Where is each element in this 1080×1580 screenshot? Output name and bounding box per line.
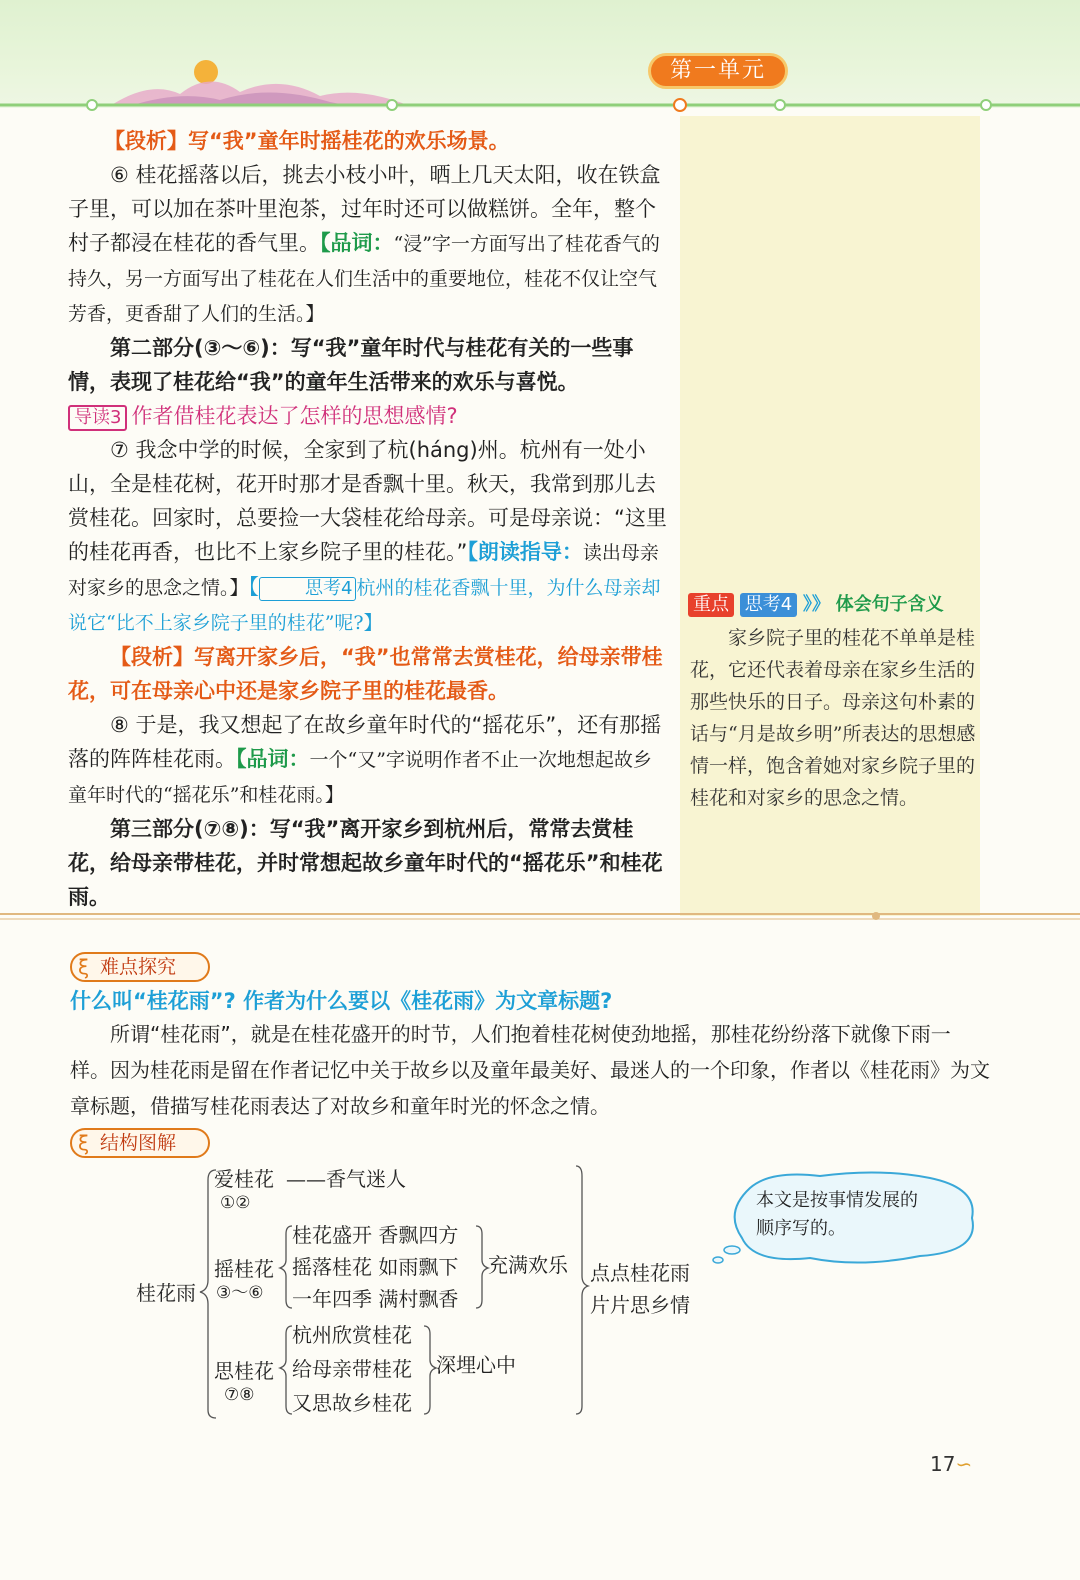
branch-summary: 深埋心中 <box>436 1353 516 1377</box>
paragraph-6: ⑥ 桂花摇落以后，挑去小枝小叶，晒上几天太阳，收在铁盒子里，可以加在茶叶里泡茶，过年时还可以做糕饼。全年，整个村子都浸在桂花的香气里。【品词：“浸”字一方面写出了桂花香气的持久，另一方面写出了桂花在人们生活中的重要地位，桂花不仅让空气芳香，更香甜了人们的生活。】 <box>68 163 661 325</box>
swirl-icon: ∽ <box>955 1452 973 1476</box>
duanxi-note-2: 【段析】写离开家乡后，“我”也常常去赏桂花，给母亲带桂花，可在母亲心中还是家乡院子里的桂花最香。 <box>68 645 663 703</box>
duanxi-tag: 【段析】 <box>104 129 188 153</box>
branch-item: 又思故乡桂花 <box>292 1391 412 1415</box>
paragraph-8: ⑧ 于是，我又想起了在故乡童年时代的“摇花乐”，还有那摇落的阵阵桂花雨。【品词：一个“又”字说明作者不止一次地想起故乡童年时代的“摇花乐”和桂花雨。】 <box>68 713 662 806</box>
daodu-3: 导读3 作者借桂花表达了怎样的思想感情? <box>68 399 668 433</box>
branch-item: 给母亲带桂花 <box>292 1357 412 1381</box>
branch-name: 摇桂花 <box>214 1257 274 1281</box>
difficulty-answer: 所谓“桂花雨”，就是在桂花盛开的时节，人们抱着桂花树使劲地摇，那桂花纷纷落下就像下雨一样。因为桂花雨是留在作者记忆中关于故乡以及童年最美好、最迷人的一个印象，作者以《桂花雨》为文章标题，借描写桂花雨表达了对故乡和童年时光的怀念之情。 <box>70 1022 990 1118</box>
diagram-conclusion: 片片思乡情 <box>590 1293 690 1317</box>
branch-paras: ③～⑥ <box>216 1283 264 1303</box>
branch-detail: ——香气迷人 <box>286 1167 406 1191</box>
thought-bubble <box>710 1168 990 1278</box>
branch-item: 桂花盛开 香飘四方 <box>292 1223 459 1247</box>
key-point-badge: 重点 <box>688 593 734 617</box>
double-arrow-icon: 》》 <box>802 594 830 615</box>
structure-section-label: ξ 结构图解 <box>70 1128 210 1158</box>
branch-item: 杭州欣赏桂花 <box>292 1323 412 1347</box>
part-3-summary: 第三部分(⑦⑧)：写“我”离开家乡到杭州后，常常去赏桂花，给母亲带桂花，并时常想起故乡童年时代的“摇花乐”和桂花雨。 <box>68 817 663 909</box>
main-text-column <box>68 124 668 914</box>
header-divider <box>0 98 1080 112</box>
side-note-heading <box>688 590 978 617</box>
diagram-root: 桂花雨 <box>136 1281 196 1305</box>
think-badge: 思考4 <box>740 593 797 617</box>
side-note-text: 家乡院子里的桂花不单单是桂花，它还代表着母亲在家乡生活的那些快乐的日子。母亲这句朴素的话与“月是故乡明”所表达的思想感情一样，饱含着她对家乡院子里的桂花和对家乡的思念之情。 <box>690 627 976 809</box>
page-number: 17∽ <box>930 1452 973 1476</box>
part-2-summary: 第二部分(③～⑥)：写“我”童年时代与桂花有关的一些事情，表现了桂花给“我”的童年生活带来的欢乐与喜悦。 <box>68 336 634 394</box>
branch-paras: ⑦⑧ <box>224 1385 255 1405</box>
scroll-hook-icon: ξ <box>78 955 90 979</box>
branch-item: 一年四季 满村飘香 <box>292 1287 459 1311</box>
branch-name: 思桂花 <box>214 1359 274 1383</box>
duanxi-note-1: 【段析】写“我”童年时摇桂花的欢乐场景。 <box>104 129 510 153</box>
side-note-title: 体会句子含义 <box>835 594 944 615</box>
unit-tab: 第一单元 <box>648 53 788 89</box>
langdu-tag: 【朗读指导： <box>467 540 583 564</box>
scroll-hook-icon: ξ <box>78 1131 90 1155</box>
difficulty-section-label: ξ 难点探究 <box>70 952 210 982</box>
paragraph-7: ⑦ 我念中学的时候，全家到了杭(háng)州。杭州有一处小山，全是桂花树，花开时那才是香飘十里。秋天，我常到那儿去赏桂花。回家时，总要捡一大袋桂花给母亲。可是母亲说：“这里的桂花再香，也比不上家乡院子里的桂花。”【朗读指导：读出母亲对家乡的思念之情。】【 思考4 杭州的桂花香飘十里，为什么母亲却说它“比不上家乡院子里的桂花”呢?】 <box>68 438 667 634</box>
pinci-tag: 【品词： <box>320 231 394 255</box>
structure-diagram <box>120 1160 720 1430</box>
diagram-conclusion: 点点桂花雨 <box>590 1261 690 1285</box>
sikao-tag: 思考4 <box>259 577 356 601</box>
bubble-text: 顺序写的。 <box>756 1218 846 1239</box>
daodu-tag: 导读3 <box>68 405 127 431</box>
branch-item: 摇落桂花 如雨飘下 <box>292 1255 459 1279</box>
bubble-text: 本文是按事情发展的 <box>756 1190 918 1211</box>
section-divider <box>0 906 1080 930</box>
branch-paras: ①② <box>220 1193 251 1213</box>
branch-summary: 充满欢乐 <box>488 1253 568 1277</box>
branch-name: 爱桂花 <box>214 1167 274 1191</box>
difficulty-question: 什么叫“桂花雨”? 作者为什么要以《桂花雨》为文章标题? <box>70 989 613 1013</box>
